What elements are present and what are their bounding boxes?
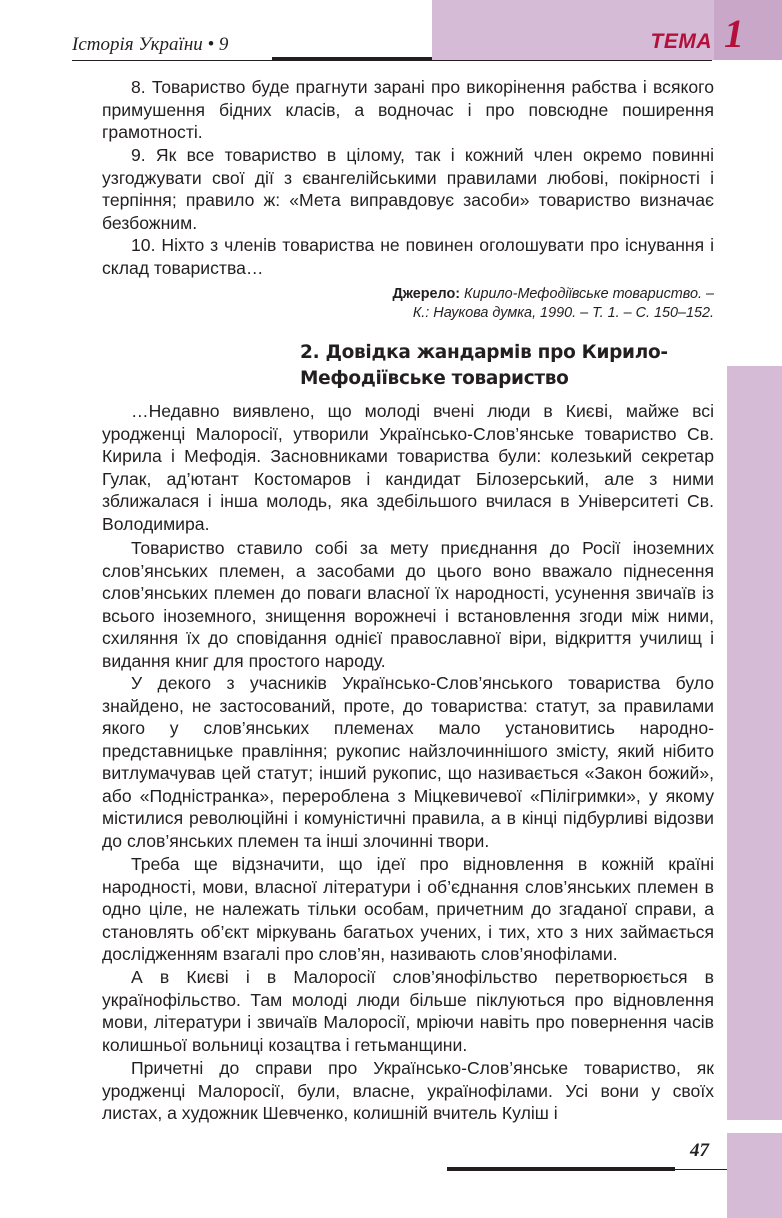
- list-item: 8. Товариство буде прагнути зарані про викорінення рабства і всякого примушення бідних класів, а водночас і про повсюдне поширення грамотності.: [102, 77, 714, 142]
- source-line-1: Кирило-Мефодіївське товариство. –: [464, 286, 714, 302]
- paragraph: Треба ще відзначити, що ідеї про відновлення в кожній країні народності, мови, власної літератури і об’єднання слов’янських племен в одно ціле, не належать тільки особам, причетним до згаданої справи, а становлять об’єкт міркувань багатьох учених, і тих, хто з них займається дослідженням взагалі про слов’ян, називають слов’янофілами.: [102, 854, 714, 964]
- paragraph: …Недавно виявлено, що молоді вчені люди в Києві, майже всі уродженці Малоросії, утворили Українсько-Слов’янське товариство Св. Кирила і Мефодія. Засновниками товариства були: колезький секретар Гулак, ад’ютант Костомаров і кандидат Білозерський, але з ними зближалася і інша молодь, яка здебільшого вчилася в Університеті Св. Володимира.: [102, 401, 714, 534]
- header-rule-accent: [272, 57, 432, 61]
- source-citation: [392, 285, 714, 323]
- source-line-2: К.: Наукова думка, 1990. – Т. 1. – С. 150–152.: [412, 305, 714, 321]
- chapter-label: ТЕМА: [650, 30, 712, 53]
- paragraph: У декого з учасників Українсько-Слов’янського товариства було знайдено, не застосований, проте, до товариства: статут, за правилами якого у слов’янських племенах мало установитись народно-представницьке правління; рукопис найзлочиннішого змісту, який нібито витлумачував цей статут; інший рукопис, що називається «Закон божий», або «Подністранка», перероблена з Міцкевичевої «Пілігримки», у якому містилися революційні і комуністичні правила, а в кінці підбурливі відозви до слов’янських племен та інші злочинні твори.: [102, 673, 714, 851]
- section-heading-line-1: 2. Довідка жандармів про Кирило-: [300, 342, 668, 363]
- source-label: Джерело:: [392, 286, 461, 302]
- chapter-number: 1: [724, 11, 744, 56]
- paragraph: Товариство ставило собі за мету приєднання до Росії іноземних слов’янських племен, а засобами до цього воно вважало піднесення слов’янських племен до поваги власної їх народності, усунення звичаїв із всього іноземного, знищення ворожнечі і встановлення згоди між ними, схиляння їх до сповідання однієї православної віри, відкриття училищ і видання книг для простого народу.: [102, 538, 714, 671]
- paragraph: Причетні до справи про Українсько-Слов’янське товариство, як уродженці Малоросії, були, власне, українофілами. Усі вони у своїх листах, а художник Шевченко, колишній вчитель Куліш і: [102, 1058, 714, 1123]
- paragraph: А в Києві і в Малоросії слов’янофільство перетворюється в українофільство. Там молоді люди більше піклуються про відновлення мови, літератури і звичаїв Малоросії, мріючи навіть про повернення часів колишньої вольниці козацтва і гетьманщини.: [102, 967, 714, 1055]
- footer-rule-thin: [675, 1169, 727, 1170]
- footer-rule: [447, 1167, 675, 1171]
- list-item: 9. Як все товариство в цілому, так і кожний член окремо повинні узгоджувати свої дії з євангелійськими правилами любові, покірності і терпіння; правило ж: «Мета виправдовує засоби» товариство визначає безбожним.: [102, 145, 714, 233]
- page-number: 47: [690, 1140, 709, 1161]
- list-item: 10. Ніхто з членів товариства не повинен оголошувати про існування і склад товариства…: [102, 235, 714, 278]
- chapter-number-tab: [714, 0, 782, 60]
- side-margin-tab-bottom: [727, 1133, 782, 1218]
- section-heading-line-2: Мефодіївське товариство: [300, 368, 569, 389]
- section-heading: [300, 340, 700, 392]
- book-title: Історія України • 9: [72, 34, 229, 55]
- side-margin-tab: [727, 366, 782, 1120]
